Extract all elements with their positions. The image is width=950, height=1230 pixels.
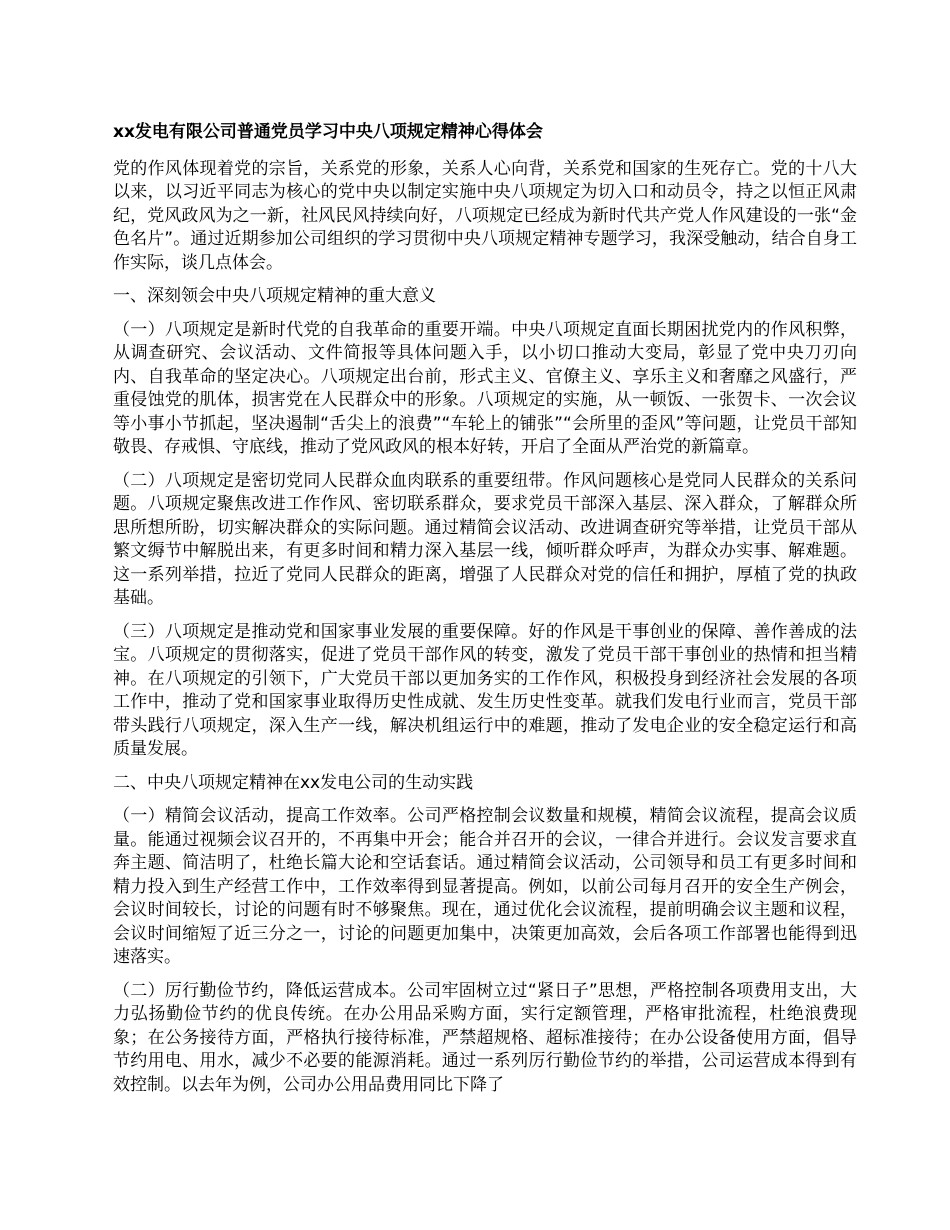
section-1-paragraph-3: （三）八项规定是推动党和国家事业发展的重要保障。好的作风是干事创业的保障、善作善成的法宝。八项规定的贯彻落实，促进了党员干部作风的转变，激发了党员干部干事创业的热情和担当精神。在八项规定的引领下，广大党员干部以更加务实的工作作风，积极投身到经济社会发展的各项工作中，推动了党和国家事业取得历史性成就、发生历史性变革。就我们发电行业而言，党员干部带头践行八项规定，深入生产一线，解决机组运行中的难题，推动了发电企业的安全稳定运行和高质量发展。 bbox=[113, 621, 857, 759]
section-heading-1: 一、深刻领会中央八项规定精神的重大意义 bbox=[113, 286, 436, 306]
intro-paragraph: 党的作风体现着党的宗旨，关系党的形象，关系人心向背，关系党和国家的生死存亡。党的十八大以来，以习近平同志为核心的党中央以制定实施中央八项规定为切入口和动员令，持之以恒正风肃纪，党风政风为之一新，社风民风持续向好，八项规定已经成为新时代共产党人作风建设的一张“金色名片”。通过近期参加公司组织的学习贯彻中央八项规定精神专题学习，我深受触动，结合自身工作实际，谈几点体会。 bbox=[113, 158, 857, 273]
section-2-paragraph-2: （二）厉行勤俭节约，降低运营成本。公司牢固树立过“紧日子”思想，严格控制各项费用支出，大力弘扬勤俭节约的优良传统。在办公用品采购方面，实行定额管理，严格审批流程，杜绝浪费现象；在公务接待方面，严格执行接待标准，严禁超规格、超标准接待；在办公设备使用方面，倡导节约用电、用水，减少不必要的能源消耗。通过一系列厉行勤俭节约的举措，公司运营成本得到有效控制。以去年为例，公司办公用品费用同比下降了 bbox=[113, 980, 857, 1095]
section-2-paragraph-1: （一）精简会议活动，提高工作效率。公司严格控制会议数量和规模，精简会议流程，提高会议质量。能通过视频会议召开的，不再集中开会；能合并召开的会议，一律合并进行。会议发言要求直奔主题、简洁明了，杜绝长篇大论和空话套话。通过精简会议活动，公司领导和员工有更多时间和精力投入到生产经营工作中，工作效率得到显著提高。例如，以前公司每月召开的安全生产例会，会议时间较长，讨论的问题有时不够聚焦。现在，通过优化会议流程，提前明确会议主题和议程，会议时间缩短了近三分之一，讨论的问题更加集中，决策更加高效，会后各项工作部署也能得到迅速落实。 bbox=[113, 806, 857, 967]
section-1-paragraph-1: （一）八项规定是新时代党的自我革命的重要开端。中央八项规定直面长期困扰党内的作风积弊，从调查研究、会议活动、文件简报等具体问题入手，以小切口推动大变局，彰显了党中央刀刃向内、自我革命的坚定决心。八项规定出台前，形式主义、官僚主义、享乐主义和奢靡之风盛行，严重侵蚀党的肌体，损害党在人民群众中的形象。八项规定的实施，从一顿饭、一张贺卡、一次会议等小事小节抓起，坚决遏制“舌尖上的浪费”“车轮上的铺张”“会所里的歪风”等问题，让党员干部知敬畏、存戒惧、守底线，推动了党风政风的根本好转，开启了全面从严治党的新篇章。 bbox=[113, 319, 857, 457]
section-1-paragraph-2: （二）八项规定是密切党同人民群众血肉联系的重要纽带。作风问题核心是党同人民群众的关系问题。八项规定聚焦改进工作作风、密切联系群众，要求党员干部深入基层、深入群众，了解群众所思所想所盼，切实解决群众的实际问题。通过精简会议活动、改进调查研究等举措，让党员干部从繁文缛节中解脱出来，有更多时间和精力深入基层一线，倾听群众呼声，为群众办实事、解难题。这一系列举措，拉近了党同人民群众的距离，增强了人民群众对党的信任和拥护，厚植了党的执政基础。 bbox=[113, 470, 857, 608]
section-heading-2: 二、中央八项规定精神在xx发电公司的生动实践 bbox=[113, 772, 474, 793]
document-title: xx发电有限公司普通党员学习中央八项规定精神心得体会 bbox=[113, 122, 543, 142]
